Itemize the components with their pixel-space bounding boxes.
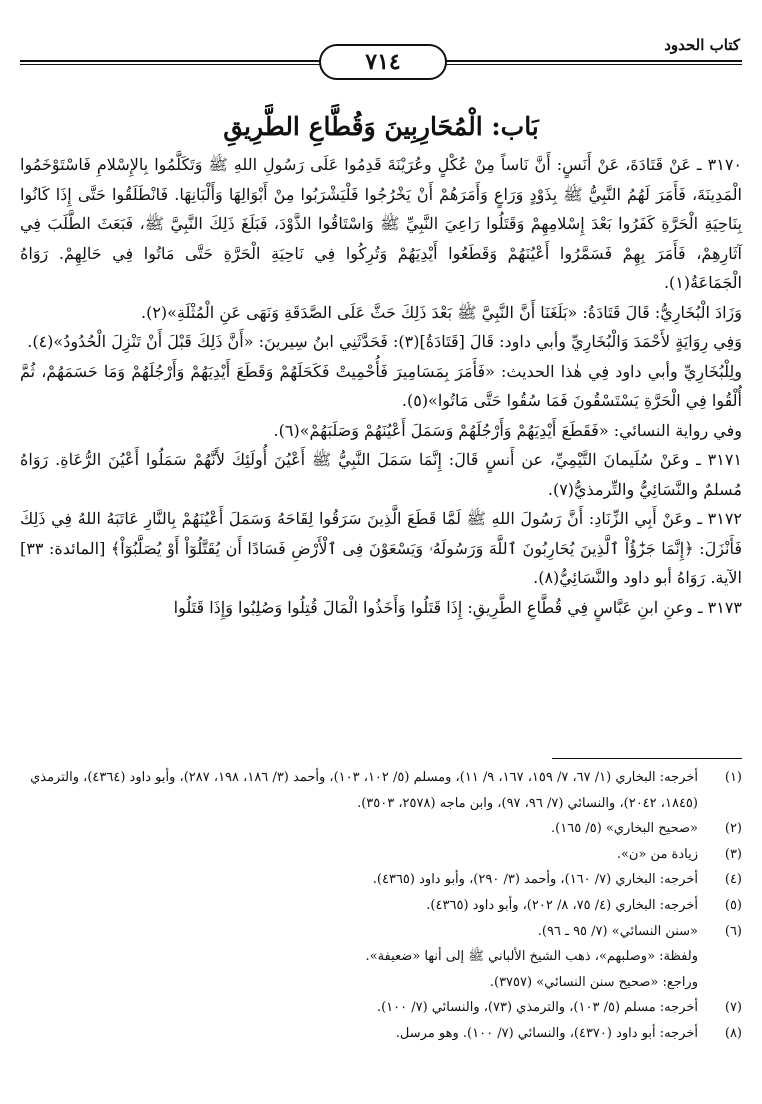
footnote-text: «سنن النسائي» (٧/ ٩٥ ـ ٩٦). <box>537 923 698 939</box>
chapter-title: بَاب: الْمُحَارِبِينَ وَقُطَّاعِ الطَّرِيقِ <box>223 112 539 141</box>
footnote-continuation <box>20 944 742 970</box>
running-title: كتاب الحدود <box>664 36 740 54</box>
footnote-continuation <box>20 970 742 996</box>
hadith-3170-bukhari-abudawud: ولِلْبُخَارِيِّ وأبي داود فِي هٰذا الحديث: «فَأَمَرَ بِمَسَامِيرَ فَأُحْمِيتْ فَكَحَلَهُمْ وَقَطَعَ أَيْدِيَهُمْ وَأَرْجُلَهُمْ وَمَا حَسَمَهُمْ، ثُمَّ أُلْقُوا فِي الْحَرَّةِ يَسْتَسْقُونَ فَمَا سُقُوا حَتَّى مَاتُوا»(٥). <box>20 361 742 410</box>
footnote <box>20 765 742 816</box>
footnote-number <box>698 944 742 970</box>
hadith-3171: ٣١٧١ ـ وعَنْ سُلَيمانَ التَّيْمِيِّ، عن أَنسٍ قَالَ: إِنَّمَا سَمَلَ النَّبِيُّ ﷺ أَعْيُنَ أُولَئِكَ لأَنَّهُمْ سَمَلُوا أَعْيُنَ الرُّعَاةِ. رَوَاهُ مُسلمٌ والنَّسَائِيُّ والتِّرمذيُّ(٧). <box>20 450 742 499</box>
footnote <box>20 867 742 893</box>
footnote-text: أخرجه: أبو داود (٤٣٧٠)، والنسائي (٧/ ١٠٠). وهو مرسل. <box>395 1025 698 1041</box>
footnote-text: أخرجه: البخاري (٧/ ١٦٠)، وأحمد (٣/ ٢٩٠)، وأبو داود (٤٣٦٥). <box>372 872 698 888</box>
footnote <box>20 995 742 1021</box>
hadith-3172: ٣١٧٢ ـ وعَنْ أَبِي الزِّنَادِ: أَنَّ رَسُولَ اللهِ ﷺ لَمَّا قَطَعَ الَّذِينَ سَرَقُوا لِقَاحَهُ وَسَمَلَ أَعْيُنَهُمْ بِالنَّارِ عَاتَبَهُ اللهُ فِي ذَلِكَ فَأَنْزَلَ: ﴿إِنَّمَا جَزَٰٓؤُاْ ٱلَّذِينَ يُحَارِبُونَ ٱللَّهَ وَرَسُولَهُۥ وَيَسْعَوْنَ فِى ٱلْأَرْضِ فَسَادًا أَن يُقَتَّلُوٓاْ أَوْ يُصَلَّبُوٓاْ﴾ [المائدة: ٣٣] الآية. رَوَاهُ أبو داود والنَّسَائِيُّ(٨). <box>20 509 743 587</box>
footnote <box>20 816 742 842</box>
main-text <box>20 150 742 622</box>
footnote-number: (٥) <box>724 897 742 913</box>
header-rule-right <box>442 60 742 62</box>
footnote-number: (٣) <box>724 846 742 862</box>
footnote-text: ولفظة: «وصلبهم»، ذهب الشيخ الألباني ﷺ إلى أنها «ضعيفة». <box>365 949 698 965</box>
footnote <box>20 842 742 868</box>
hadith-3170: ٣١٧٠ ـ عَنْ قَتَادَةَ، عَنْ أَنَسٍ: أَنَّ نَاساً مِنْ عُكْلٍ وعُرَيْنَةَ قَدِمُوا عَلَى رَسُولِ اللهِ ﷺ وَتَكَلَّمُوا بِالإِسْلامِ فَاسْتَوْخَمُوا الْمَدِينَةَ، فَأَمَرَ لَهُمُ النَّبِيُّ ﷺ بِذَوْدٍ وَرَاعٍ وَأَمَرَهُمْ أَنْ يَخْرُجُوا فَلْيَشْرَبُوا مِنْ أَبْوَالِهَا وَأَلْبَانِهَا. فَانْطَلَقُوا حَتَّى إِذَا كَانُوا بِنَاحِيَةِ الْحَرَّةِ كَفَرُوا بَعْدَ إِسْلامِهِمْ وَقَتَلُوا رَاعِيَ النَّبِيِّ ﷺ وَاسْتَاقُوا الذَّوْدَ، فَبَلَغَ ذَلِكَ النَّبِيَّ ﷺ، فَبَعَثَ الطَّلَبَ فِي آثَارِهِمْ، فَأَمَرَ بِهِمْ فَسَمَّرُوا أَعْيُنَهُمْ وَقَطَعُوا أَيْدِيَهُمْ وَتُرِكُوا فِي نَاحِيَةِ الْحَرَّةِ حَتَّى مَاتُوا فِي حَالِهِمْ. رَوَاهُ الْجَمَاعَةُ(١). <box>20 155 743 292</box>
header-rule-right-thin <box>442 64 742 65</box>
header-rule-left <box>20 60 320 62</box>
footnote-number: (٤) <box>724 872 742 888</box>
footnote <box>20 919 742 945</box>
footnote-text: أخرجه: مسلم (٥/ ١٠٣)، والترمذي (٧٣)، والنسائي (٧/ ١٠٠). <box>376 1000 698 1016</box>
footnote-separator <box>552 758 742 759</box>
footnote-text: زيادة من «ن». <box>616 846 698 862</box>
hadith-3173: ٣١٧٣ ـ وعنِ ابنِ عَبَّاسٍ فِي قُطَّاعِ الطَّرِيقِ: إِذَا قَتَلُوا وَأَخَذُوا الْمَالَ قُتِلُوا وَصُلِبُوا وَإِذَا قَتَلُوا <box>173 597 742 617</box>
page-header <box>20 30 742 90</box>
hadith-3170-bukhari-addition: وَزَادَ الْبُخَارِيُّ: قَالَ قَتَادَةُ: «بَلَغَنَا أَنَّ النَّبِيَّ ﷺ بَعْدَ ذَلِكَ حَثَّ عَلَى الصَّدَقَةِ وَنَهَى عَنِ الْمُثْلَةِ»(٢). <box>141 302 742 322</box>
page-number: ٧١٤ <box>319 44 447 80</box>
footnote-number: (٢) <box>724 821 742 837</box>
footnote-text: وراجع: «صحيح سنن النسائي» (٣٧٥٧). <box>489 974 698 990</box>
footnote-text: أخرجه: البخاري (١/ ٦٧، ٧/ ١٥٩، ١٦٧، ٩/ ١١)، ومسلم (٥/ ١٠٢، ١٠٣)، وأحمد (٣/ ١٨٦، ١٩٨، ٢٨٧)، وأبو داود (٤٣٦٤)، والترمذي (١٨٤٥، ٢٠٤٢)، والنسائي (٧/ ٩٦، ٩٧)، وابن ماجه (٢٥٧٨، ٣٥٠٣). <box>30 770 698 811</box>
footnote-number: (٦) <box>724 923 742 939</box>
hadith-3170-nasai-narration: وفي رواية النسائي: «فَقَطَعَ أَيْدِيَهُمْ وَأَرْجُلَهُمْ وَسَمَلَ أَعْيُنَهُمْ وَصَلَبَهُمْ»(٦). <box>273 420 742 440</box>
footnote-number <box>698 970 742 996</box>
footnote-number: (٨) <box>724 1025 742 1041</box>
footnote <box>20 1021 742 1047</box>
header-rule-left-thin <box>20 64 320 65</box>
footnote <box>20 893 742 919</box>
footnote-number: (٧) <box>724 1000 742 1016</box>
footnote-text: أخرجه: البخاري (٤/ ٧٥، ٨/ ٢٠٢)، وأبو داود (٤٣٦٥). <box>426 897 698 913</box>
hadith-3170-ahmad-narration: وَفِي رِوَايَةٍ لأَحْمَدَ وَالْبُخَارِيِّ وأبي داود: قَالَ [قَتَادَةُ](٣): فَحَدَّثَنِي ابنُ سِيرينَ: «أَنَّ ذَلِكَ قَبْلَ أَنْ تَنْزِلَ الْحُدُودُ»(٤). <box>27 332 742 351</box>
footnote-number: (١) <box>724 770 742 785</box>
footnote-text: «صحيح البخاري» (٥/ ١٦٥). <box>551 821 698 837</box>
footnotes <box>20 758 742 1047</box>
